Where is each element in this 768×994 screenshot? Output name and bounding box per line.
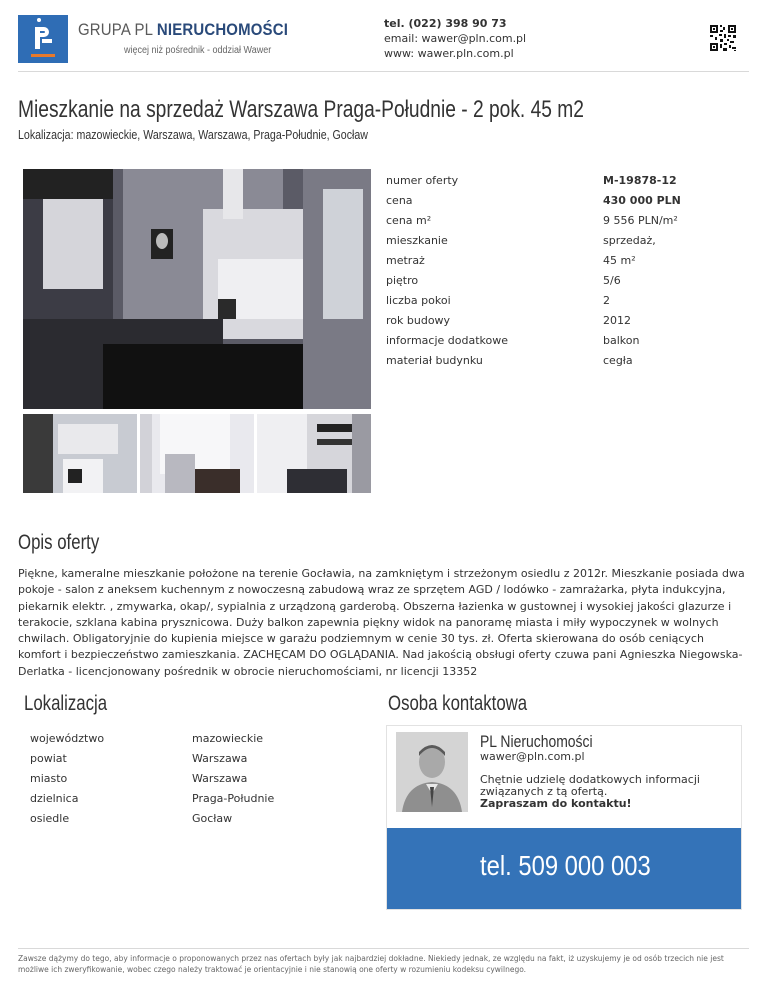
photo-thumbnails [23, 414, 371, 493]
spec-row: piętro 5/6 [386, 274, 621, 287]
location-summary: Lokalizacja: mazowieckie, Warszawa, Warszawa, Praga-Południe, Gocław [18, 128, 368, 142]
spec-row: cena 430 000 PLN [386, 194, 681, 207]
contact-heading: Osoba kontaktowa [388, 692, 528, 715]
avatar [396, 732, 468, 812]
spec-row: metraż 45 m² [386, 254, 636, 267]
description-heading: Opis oferty [18, 531, 100, 554]
thumbnail-3[interactable] [257, 414, 371, 493]
price-per-m2: 9 556 PLN/m² [603, 214, 678, 227]
office-phone[interactable]: tel. (022) 398 90 73 [384, 17, 507, 30]
footer-disclaimer: Zawsze dążymy do tego, aby informacje o proponowanych przez nas ofertach były jak najbardziej dokładne. Niekiedy jednak, ze względu na fakt, iż uzyskujemy je od osób trzecich nie jest możliwe ich zweryfikowanie, wobec czego należy traktować je orientacyjnie i nie stanowią one oferty w rozumieniu kodeksu cywilnego. [18, 954, 724, 974]
location-heading: Lokalizacja [24, 692, 108, 715]
page-title: Mieszkanie na sprzedaż Warszawa Praga-Południe - 2 pok. 45 m2 [18, 96, 584, 123]
spec-row: cena m² 9 556 PLN/m² [386, 214, 678, 227]
office-email[interactable]: email: wawer@pln.com.pl [384, 32, 527, 45]
spec-row: liczba pokoi 2 [386, 294, 610, 307]
offer-details-table [386, 170, 736, 370]
agent-phone-band [387, 828, 741, 909]
spec-row: informacje dodatkowe balkon [386, 334, 640, 347]
brand-tagline: więcej niż pośrednik - oddział Wawer [124, 45, 272, 56]
company-logo-icon[interactable] [18, 15, 68, 63]
qr-code-icon [709, 24, 737, 52]
spec-row: materiał budynku cegła [386, 354, 633, 367]
office-contact [384, 16, 526, 61]
thumbnail-2[interactable] [140, 414, 254, 493]
price: 430 000 PLN [603, 194, 681, 207]
location-row: miasto Warszawa [30, 772, 248, 785]
agent-name: PL Nieruchomości [480, 732, 593, 751]
agent-email[interactable]: wawer@pln.com.pl [480, 750, 585, 763]
area: 45 m² [603, 254, 636, 267]
brand-name: GRUPA PL NIERUCHOMOŚCI [78, 20, 289, 39]
thumbnail-1[interactable] [23, 414, 137, 493]
agent-message: Chętnie udzielę dodatkowych informacji związanych z tą ofertą. Zapraszam do kontaktu! [480, 773, 700, 810]
location-row: osiedle Gocław [30, 812, 233, 825]
location-table [30, 728, 360, 828]
location-row: województwo mazowieckie [30, 732, 264, 745]
contact-cta: Zapraszam do kontaktu! [480, 797, 632, 810]
agent-phone[interactable]: tel. 509 000 003 [480, 850, 651, 881]
location-row: powiat Warszawa [30, 752, 248, 765]
spec-row: numer oferty M-19878-12 [386, 174, 677, 187]
footer-divider [18, 948, 749, 949]
location-row: dzielnica Praga-Południe [30, 792, 275, 805]
header [0, 0, 768, 72]
offer-number: M-19878-12 [603, 174, 677, 187]
office-website[interactable]: www: wawer.pln.com.pl [384, 47, 514, 60]
header-divider [18, 71, 749, 72]
agent-card [386, 725, 742, 910]
spec-row: mieszkanie sprzedaż, [386, 234, 656, 247]
description-text: Piękne, kameralne mieszkanie położone na terenie Gocławia, na zamkniętym i strzeżonym osiedlu z 2012r. Mieszkanie posiada dwa pokoje - salon z aneksem kuchennym z nowoczesną zabudową wraz ze sprzętem AGD / lodówko - zamrażarka, płyta indukcyjna, piekarnik elektr. , zmywarka, okap/, sypialnia z urządzoną garderobą. Obszerna łazienka w gustownej i wysokiej jakości glazurze i terakocie, szklana kabina prysznicowa. Duży balkon zapewnia piękny widok na panoramę miasta i miły wypoczynek w wolnych chwilach. Obligatoryjnie do kupienia miejsce w garażu podziemnym w cenie 30 tys. zł. Oferta skierowana do osób ceniących komfort i bezpieczeństwo zamieszkania. ZACHĘCAM DO OGLĄDANIA. Nad jakością obsługi oferty czuwa pani Agnieszka Niegowska- Derlatka - licencjonowany pośrednik w obrocie nieruchomościami, nr licencji 13352 [18, 567, 745, 678]
main-photo[interactable] [23, 169, 371, 409]
spec-row: rok budowy 2012 [386, 314, 631, 327]
